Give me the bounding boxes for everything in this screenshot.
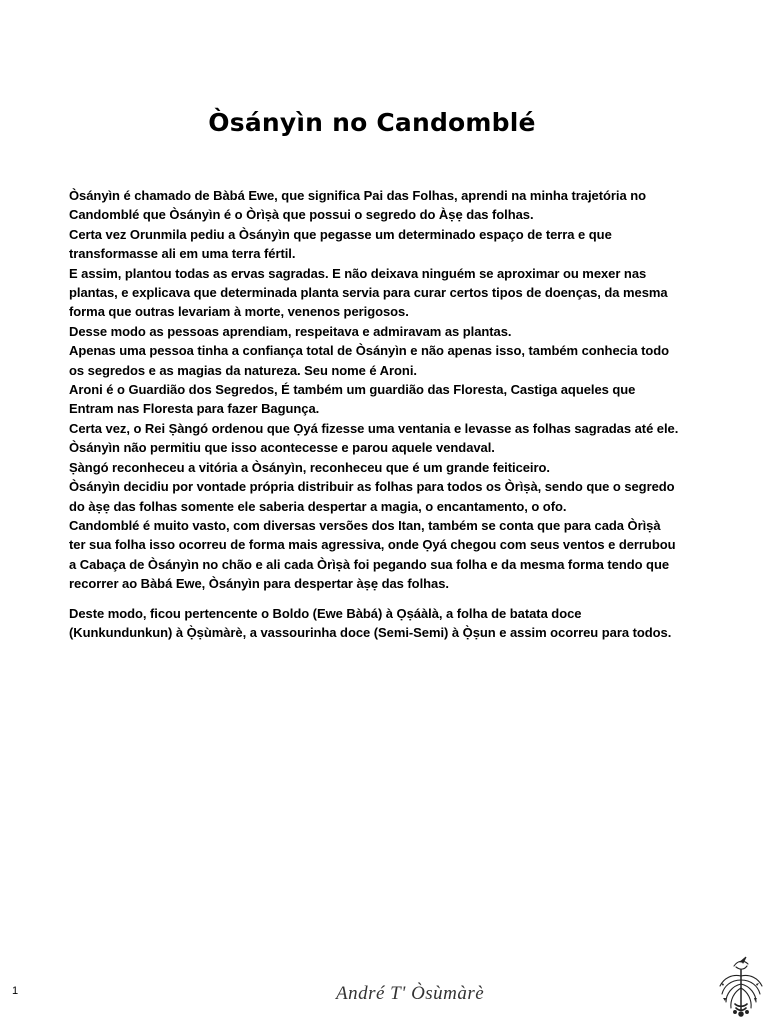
body-line: os segredos e as magias da natureza. Seu nome é Aroni. <box>69 362 417 378</box>
document-title: Òsányìn no Candomblé <box>208 108 536 137</box>
body-line: recorrer ao Bàbá Ewe, Òsányìn para despertar àṣẹ das folhas. <box>69 576 449 592</box>
body-line: Certa vez, o Rei Ṣàngó ordenou que Ọyá fizesse uma ventania e levasse as folhas sagradas até ele. <box>69 420 679 436</box>
body-line: Ṣàngó reconheceu a vitória a Òsányìn, reconheceu que é um grande feiticeiro. <box>69 459 550 475</box>
closing-line: Deste modo, ficou pertencente o Boldo (Ewe Bàbá) à Ọṣáàlà, a folha de batata doce <box>69 605 582 621</box>
author-signature: André T' Òsùmàrè <box>336 983 485 1004</box>
page-number: 1 <box>12 985 19 997</box>
closing-line: (Kunkundunkun) à Ọ̀ṣùmàrè, a vassourinha doce (Semi-Semi) à Ọ̀ṣun e assim ocorreu para todos. <box>69 624 672 640</box>
body-line: Entram nas Floresta para fazer Bagunça. <box>69 401 320 417</box>
feather-emblem-icon <box>716 954 764 1018</box>
body-line: E assim, plantou todas as ervas sagradas. E não deixava ninguém se aproximar ou mexer nas <box>69 265 647 281</box>
body-line: Apenas uma pessoa tinha a confiança total de Òsányìn e não apenas isso, também conhecia todo <box>69 343 670 359</box>
paragraph-gap <box>69 594 701 604</box>
body-line: Candomblé é muito vasto, com diversas versões dos Itan, também se conta que para cada Òrìṣà <box>69 517 661 533</box>
body-line: Certa vez Orunmila pediu a Òsányìn que pegasse um determinado espaço de terra e que <box>69 226 612 242</box>
body-line: a Cabaça de Òsányìn no chão e ali cada Òrìṣà foi pegando sua folha e da mesma forma tendo que <box>69 556 670 572</box>
body-line: Òsányìn não permitiu que isso acontecesse e parou aquele vendaval. <box>69 440 495 456</box>
body-line: plantas, e explicava que determinada planta servia para curar certos tipos de doenças, da mesma <box>69 285 668 301</box>
body-line: Òsányìn decidiu por vontade própria distribuir as folhas para todos os Òrìṣà, sendo que o segredo <box>69 479 675 495</box>
body-line: Desse modo as pessoas aprendiam, respeitava e admiravam as plantas. <box>69 323 512 339</box>
body-line: transformasse ali em uma terra fértil. <box>69 246 296 262</box>
body-line: do àṣẹ das folhas somente ele saberia despertar a magia, o encantamento, o ofo. <box>69 498 567 514</box>
document-body <box>69 186 701 642</box>
body-line: Òsányìn é chamado de Bàbá Ewe, que significa Pai das Folhas, aprendi na minha trajetória no <box>69 188 646 203</box>
body-line: ter sua folha isso ocorreu de forma mais agressiva, onde Ọyá chegou com seus ventos e derrubou <box>69 537 676 553</box>
body-line: forma que outras levariam à morte, venenos perigosos. <box>69 304 409 320</box>
body-line: Candomblé que Òsányìn é o Òrìṣà que possui o segredo do Àṣẹ das folhas. <box>69 207 534 223</box>
body-line: Aroni é o Guardião dos Segredos, É também um guardião das Floresta, Castiga aqueles que <box>69 382 636 398</box>
